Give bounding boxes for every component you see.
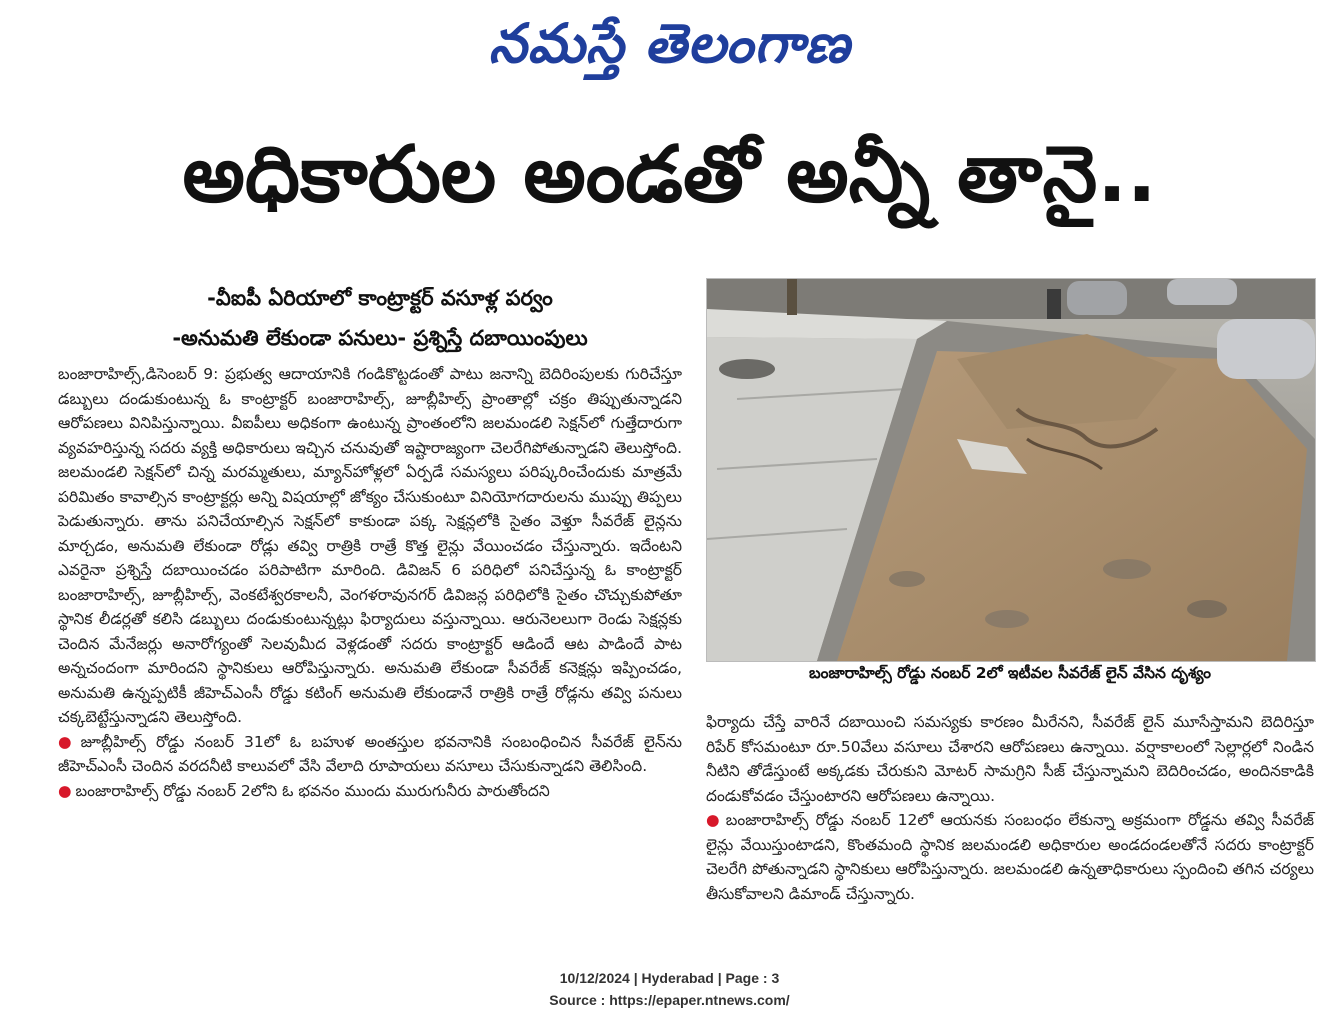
right-article-column bbox=[706, 710, 1314, 906]
article-paragraph: ఫిర్యాదు చేస్తే వారినే దబాయించి సమస్యకు కారణం మీరేనని, సీవరేజ్ లైన్ మూసేస్తామని బెదిరిస్తూ రిపేర్ కోసమంటూ రూ.50వేలు వసూలు చేశారని ఆరోపణలు ఉన్నాయి. వర్షాకాలంలో సెల్లార్లలో నిండిన నీటిని తోడేస్తుంటే అక్కడకు చేరుకుని మోటర్ సామగ్రిని సీజ్ చేస్తున్నామని బెదిరించడం, అందినకాడికి దండుకోవడం చేస్తుంటారని ఆరోపణలు ఉన్నాయి. bbox=[706, 713, 1314, 805]
photo-caption: బంజారాహిల్స్ రోడ్డు నంబర్ 2లో ఇటీవల సీవరేజ్ లైన్ వేసిన దృశ్యం bbox=[809, 664, 1211, 682]
headline: అధికారుల అండతో అన్నీ తానై.. bbox=[182, 130, 1157, 220]
road-excavation-photo bbox=[707, 279, 1315, 661]
article-paragraph: బంజారాహిల్స్,డిసెంబర్ 9: ప్రభుత్వ ఆదాయానికి గండికొట్టడంతో పాటు జనాన్ని బెదిరింపులకు గురిచేస్తూ డబ్బులు దండుకుంటున్న ఓ కాంట్రాక్టర్ బంజారాహిల్స్, జూబ్లీహిల్స్ ప్రాంతాల్లో చక్రం తిప్పుతున్నాడని ఆరోపణలు వినిపిస్తున్నాయి. వీఐపీలు అధికంగా ఉంటున్న ప్రాంతంలోని జలమండలి సెక్షన్‌లో గుత్తేదారుగా వ్యవహరిస్తున్న సదరు వ్యక్తి అధికారులు ఇచ్చిన చనువుతో ఇష్టారాజ్యంగా చెలరేగిపోతున్నాడని తెలుస్తోంది. జలమండలి సెక్షన్‌లో చిన్న మరమ్మతులు, మ్యాన్‌హోళ్లలో ఏర్పడే సమస్యలు పరిష్కరించేందుకు మాత్రమే పరిమితం కావాల్సిన కాంట్రాక్టర్లు అన్ని విషయాల్లో జోక్యం చేసుకుంటూ వినియోగదారులను ముప్పు తిప్పలు పెడుతున్నారు. తాను పనిచేయాల్సిన సెక్షన్‌లో కాకుండా పక్క సెక్షన్లలోకి సైతం వెళ్తూ సీవరేజ్ లైన్లను మార్చడం, అనుమతి లేకుండా రోడ్లు తవ్వి రాత్రికి రాత్రే కొత్త లైన్లు వేయించడం చేస్తున్నారు. ఇదేంటని ఎవరైనా ప్రశ్నిస్తే దబాయించడం పరిపాటిగా మారింది. డివిజన్ 6 పరిధిలో పనిచేస్తున్న ఓ కాంట్రాక్టర్ బంజారాహిల్స్, జూబ్లీహిల్స్, వెంకటేశ్వరకాలనీ, వెంగళరావునగర్ డివిజన్ల పరిధిలోకి సైతం చొచ్చుకుపోతూ స్థానిక లీడర్లతో కలిసి డబ్బులు దండుకుంటున్నట్లు ఫిర్యాదులు వస్తున్నాయి. ఆరునెలలుగా రెండు సెక్షన్లకు చెందిన మేనేజర్లు అనారోగ్యంతో సెలవుమీద వెళ్లడంతో సదరు కాంట్రాక్టర్ ఆడిందే ఆట పాడిందే పాట అన్నచందంగా మారిందని స్థానికులు ఆరోపిస్తున్నారు. అనుమతి లేకుండా సీవరేజ్ కనెక్షన్లు ఇప్పించడం, అనుమతి ఉన్నప్పటికీ జీహెచ్ఎంసీ రోడ్డు కటింగ్ అనుమతి లేకుండానే రాత్రికి రాత్రే రోడ్లను తవ్వి పనులు చక్కబెట్టేస్తున్నాడని తెలుస్తోంది. bbox=[58, 365, 682, 726]
bullet-text: బంజారాహిల్స్ రోడ్డు నంబర్ 2లోని ఓ భవనం ముందు మురుగునీరు పారుతోందని bbox=[75, 781, 550, 800]
footer-source-line: Source : https://epaper.ntnews.com/ bbox=[549, 992, 790, 1008]
news-photo bbox=[706, 278, 1316, 662]
subhead-2: -అనుమతి లేకుండా పనులు- ప్రశ్నిస్తే దబాయింపులు bbox=[172, 326, 588, 350]
footer-date-line: 10/12/2024 | Hyderabad | Page : 3 bbox=[559, 970, 780, 986]
subhead-1: -వీఐపీ ఏరియాలో కాంట్రాక్టర్ వసూళ్ల పర్వం bbox=[207, 286, 553, 310]
bullet-item bbox=[58, 779, 682, 804]
bullet-item bbox=[58, 730, 682, 779]
bullet-icon: ● bbox=[58, 732, 77, 751]
bullet-icon: ● bbox=[706, 811, 722, 829]
bullet-icon: ● bbox=[58, 781, 72, 800]
bullet-item bbox=[706, 808, 1314, 906]
left-article-column bbox=[58, 362, 682, 803]
bullet-text: జూబ్లీహిల్స్ రోడ్డు నంబర్ 31లో ఓ బహుళ అంతస్తుల భవనానికి సంబంధించిన సీవరేజ్ లైన్‌ను జీహెచ్ఎంసీ చెందిన వరదనీటి కాలువలో వేసి వేలాది రూపాయలు వసూలు చేసుకున్నాడని తెలిసింది. bbox=[58, 732, 682, 775]
masthead-logo: నమస్తే తెలంగాణ bbox=[488, 11, 851, 75]
bullet-text: బంజారాహిల్స్ రోడ్డు నంబర్ 12లో ఆయనకు సంబంధం లేకున్నా అక్రమంగా రోడ్డను తవ్వి సీవరేజ్ లైన్లు వేయిస్తుంటాడని, కొంతమంది స్థానిక జలమండలి అధికారుల అండదండలతోనే సదరు కాంట్రాక్టర్ చెలరేగి పోతున్నాడని స్థానికులు ఆరోపిస్తున్నారు. జలమండలి ఉన్నతాధికారులు స్పందించి తగిన చర్యలు తీసుకోవాలని డిమాండ్ చేస్తున్నారు. bbox=[706, 811, 1314, 903]
